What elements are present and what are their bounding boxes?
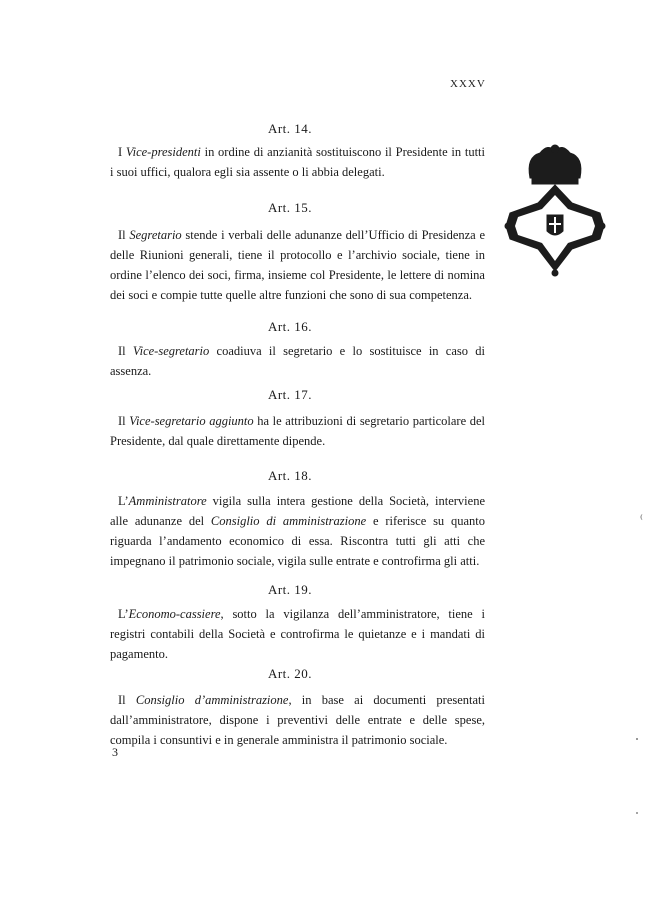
- italic-term: Segretario: [129, 228, 182, 242]
- scan-mark: ⁽: [640, 512, 643, 526]
- text-run: ha le attribuzioni di segretario particolare del Presidente, dal quale direttamente dipende.: [110, 414, 486, 448]
- article-heading: Art. 18.: [267, 468, 313, 483]
- article-paragraph: [110, 690, 485, 750]
- text-run: , in base ai documenti presentati dall’amministratore, dispone i preventivi delle entrate e delle spese, compila i consuntivi e in generale amministra il patrimonio sociale.: [110, 693, 485, 747]
- text-run: I: [118, 145, 126, 159]
- scan-dot: [636, 738, 638, 740]
- italic-term: Vice-segretario: [132, 344, 210, 358]
- text-run: stende i verbali delle adunanze dell’Ufficio di Presidenza e delle Riunioni generali, tiene il protocollo e l’archivio sociale, tiene in ordine l’elenco dei soci, firma, insieme col Presidente, le lettere di nomina dei soci e compie tutte quelle altre funzioni che sono di sua competenza.: [110, 228, 486, 302]
- text-run: vigila sulla intera gestione della Società, interviene alle adunanze del: [110, 494, 485, 528]
- signature-number: 3: [112, 745, 118, 759]
- italic-term: Vice-presidenti: [125, 145, 201, 159]
- article-paragraph: [110, 225, 485, 305]
- text-run: Il: [118, 228, 130, 242]
- article-heading: Art. 16.: [267, 319, 313, 334]
- page-number: XXXV: [450, 78, 486, 90]
- scan-dot: [636, 812, 638, 814]
- article-heading: Art. 15.: [267, 200, 313, 215]
- italic-term: Economo-cassiere: [128, 607, 221, 621]
- article-paragraph: [110, 341, 485, 381]
- text-run: Il: [118, 693, 136, 707]
- italic-term: Amministratore: [128, 494, 207, 508]
- italic-term: Vice-segretario aggiunto: [129, 414, 254, 428]
- italic-term: Consiglio d’amministrazione: [135, 693, 289, 707]
- text-run: L’: [118, 494, 129, 508]
- italic-term: Consiglio di amministrazione: [210, 514, 367, 528]
- text-run: in ordine di anzianità sostituiscono il Presidente in tutti i suoi uffici, qualora egli sia assente o li abbia delegati.: [110, 145, 485, 179]
- text-run: coadiuva il segretario e lo sostituisce in caso di assenza.: [110, 344, 485, 378]
- article-heading: Art. 20.: [267, 666, 313, 681]
- article-heading: Art. 19.: [267, 582, 313, 597]
- article-paragraph: [110, 142, 485, 182]
- text-run: L’: [118, 607, 129, 621]
- article-paragraph: [110, 411, 485, 451]
- article-paragraph: [110, 491, 485, 571]
- text-run: Il: [118, 414, 130, 428]
- article-heading: Art. 14.: [267, 121, 313, 136]
- text-run: , sotto la vigilanza dell’amministratore, tiene i registri contabili della Società e controfirma le quietanze e i mandati di pagamento.: [110, 607, 485, 661]
- text-run: Il: [118, 344, 133, 358]
- article-heading: Art. 17.: [267, 387, 313, 402]
- article-paragraph: [110, 604, 485, 664]
- text-run: e riferisce su quanto riguarda l’andamento economico di essa. Riscontra tutti gli atti che impegnano il patrimonio sociale, vigila sulle entrate e controfirma gli atti.: [110, 514, 485, 568]
